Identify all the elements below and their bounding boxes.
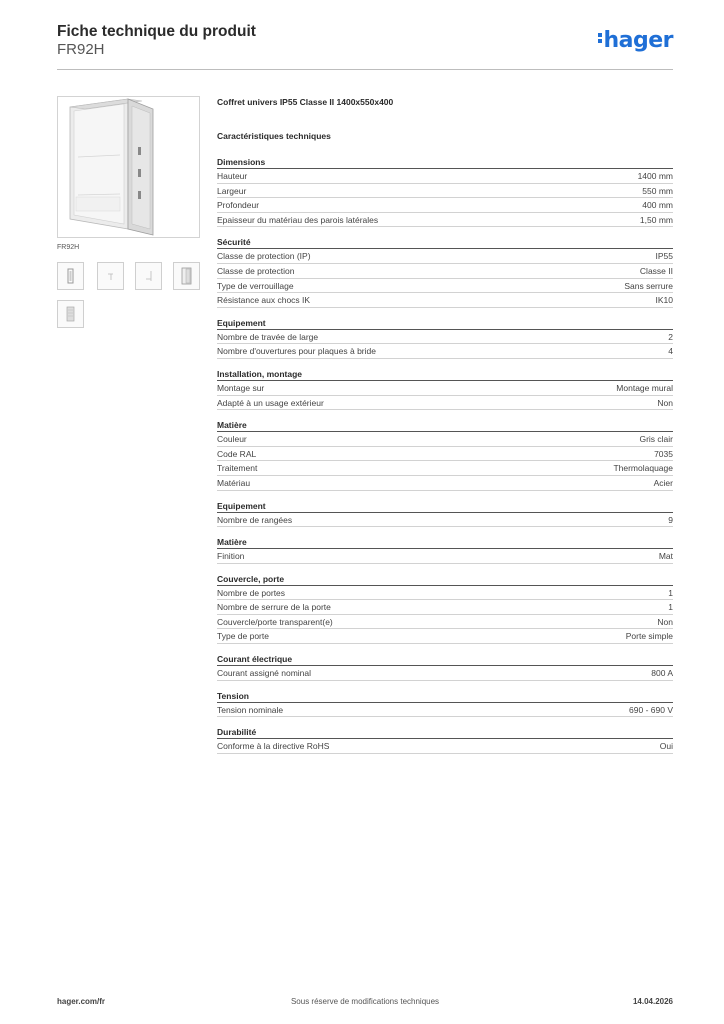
- spec-value: 1400 mm: [637, 171, 673, 181]
- spec-label: Code RAL: [217, 448, 257, 459]
- thumbnail-2[interactable]: [97, 262, 124, 290]
- spec-row: [217, 549, 673, 564]
- page-header: [57, 20, 673, 70]
- logo-text: hager: [603, 28, 673, 53]
- spec-section: [217, 316, 673, 359]
- spec-value: 4: [668, 346, 673, 357]
- spec-value: 9: [668, 514, 673, 525]
- spec-value: Classe II: [639, 265, 673, 276]
- section-title: Durabilité: [217, 725, 673, 739]
- spec-label: Nombre de rangées: [217, 514, 293, 525]
- logo-dots-icon: [598, 31, 602, 45]
- spec-value: 690 - 690 V: [629, 704, 673, 715]
- product-image[interactable]: [57, 96, 200, 238]
- spec-row: [217, 264, 673, 279]
- spec-section: [217, 499, 673, 528]
- spec-row: [217, 249, 673, 264]
- section-title: Couvercle, porte: [217, 572, 673, 586]
- spec-section: [217, 572, 673, 644]
- spec-label: Type de verrouillage: [217, 280, 294, 291]
- spec-row: [217, 396, 673, 411]
- spec-row: [217, 586, 673, 601]
- section-title: Dimensions: [217, 155, 673, 169]
- spec-label: Hauteur: [217, 171, 248, 181]
- spec-section: [217, 689, 673, 718]
- spec-label: Profondeur: [217, 200, 260, 211]
- spec-section: [217, 367, 673, 410]
- section-title: Sécurité: [217, 235, 673, 249]
- spec-row: [217, 615, 673, 630]
- spec-label: Conforme à la directive RoHS: [217, 741, 330, 752]
- spec-section: [217, 155, 673, 227]
- spec-value: Non: [657, 397, 673, 408]
- spec-row: [217, 629, 673, 644]
- spec-label: Nombre de portes: [217, 587, 286, 598]
- spec-label: Couvercle/porte transparent(e): [217, 616, 333, 627]
- product-name: Coffret univers IP55 Classe II 1400x550x400: [217, 97, 394, 107]
- spec-value: IK10: [655, 295, 673, 306]
- spec-label: Matériau: [217, 477, 251, 488]
- spec-label: Tension nominale: [217, 704, 284, 715]
- thumbnail-side-icon: [136, 263, 161, 289]
- section-title: Equipement: [217, 316, 673, 330]
- thumbnail-front-icon: [58, 263, 83, 289]
- image-caption: FR92H: [57, 244, 80, 251]
- spec-value: IP55: [655, 251, 673, 262]
- spec-label: Classe de protection (IP): [217, 251, 311, 262]
- section-title: Matière: [217, 418, 673, 432]
- spec-value: Acier: [653, 477, 673, 488]
- spec-value: Non: [657, 616, 673, 627]
- product-reference: FR92H: [57, 41, 105, 58]
- section-title: Equipement: [217, 499, 673, 513]
- spec-value: Oui: [659, 741, 673, 752]
- footer-date: 14.04.2026: [632, 997, 673, 1006]
- spec-content: [217, 96, 673, 762]
- spec-row: [217, 461, 673, 476]
- spec-label: Courant assigné nominal: [217, 668, 312, 679]
- page-title: Fiche technique du produit: [57, 23, 256, 40]
- thumbnail-cabinet-icon: [174, 263, 199, 289]
- thumbnail-drawing-icon: [98, 263, 123, 289]
- spec-row: [217, 703, 673, 718]
- spec-label: Finition: [217, 551, 245, 562]
- spec-row: [217, 330, 673, 345]
- section-title: Installation, montage: [217, 367, 673, 381]
- spec-label: Nombre d'ouvertures pour plaques à bride: [217, 346, 376, 357]
- hager-logo: [598, 28, 673, 53]
- cabinet-image-icon: [58, 97, 199, 237]
- spec-row: [217, 213, 673, 228]
- spec-value: Porte simple: [625, 631, 673, 642]
- spec-value: 800 A: [651, 668, 673, 679]
- spec-value: Mat: [658, 551, 673, 562]
- spec-value: Sans serrure: [624, 280, 673, 291]
- spec-sections: [217, 155, 673, 754]
- spec-label: Type de porte: [217, 631, 269, 642]
- spec-row: [217, 184, 673, 199]
- spec-row: [217, 198, 673, 213]
- spec-row: [217, 279, 673, 294]
- spec-value: 7035: [654, 448, 673, 459]
- spec-value: 2: [668, 331, 673, 342]
- footer-website[interactable]: hager.com/fr: [57, 997, 106, 1006]
- spec-row: [217, 666, 673, 681]
- spec-section: [217, 652, 673, 681]
- section-title: Matière: [217, 535, 673, 549]
- spec-section: [217, 418, 673, 490]
- spec-label: Nombre de serrure de la porte: [217, 602, 331, 613]
- spec-row: [217, 344, 673, 359]
- spec-label: Couleur: [217, 434, 247, 445]
- spec-value: 1: [668, 602, 673, 613]
- spec-label: Traitement: [217, 463, 258, 474]
- spec-label: Largeur: [217, 185, 247, 196]
- spec-row: [217, 169, 673, 184]
- spec-row: [217, 293, 673, 308]
- spec-value: 400 mm: [642, 200, 673, 211]
- spec-value: Thermolaquage: [613, 463, 673, 474]
- spec-label: Adapté à un usage extérieur: [217, 397, 324, 408]
- spec-value: Gris clair: [639, 434, 673, 445]
- spec-row: [217, 381, 673, 396]
- spec-row: [217, 476, 673, 491]
- section-title: Courant électrique: [217, 652, 673, 666]
- spec-value: 550 mm: [642, 185, 673, 196]
- spec-label: Epaisseur du matériau des parois latérales: [217, 214, 379, 225]
- spec-heading: Caractéristiques techniques: [217, 131, 331, 141]
- spec-section: [217, 235, 673, 307]
- spec-row: [217, 447, 673, 462]
- spec-section: [217, 535, 673, 564]
- footer-disclaimer: Sous réserve de modifications techniques: [290, 997, 440, 1006]
- thumbnail-3[interactable]: [135, 262, 162, 290]
- spec-section: [217, 725, 673, 754]
- spec-row: [217, 739, 673, 754]
- thumbnail-4[interactable]: [173, 262, 200, 290]
- thumbnail-plate-icon: [58, 301, 83, 327]
- spec-label: Classe de protection: [217, 265, 295, 276]
- spec-value: Montage mural: [616, 382, 673, 393]
- spec-row: [217, 432, 673, 447]
- section-title: Tension: [217, 689, 673, 703]
- spec-label: Nombre de travée de large: [217, 331, 319, 342]
- spec-row: [217, 513, 673, 528]
- thumbnail-5[interactable]: [57, 300, 84, 328]
- spec-label: Résistance aux chocs IK: [217, 295, 311, 306]
- spec-value: 1,50 mm: [639, 214, 673, 225]
- thumbnail-1[interactable]: [57, 262, 84, 290]
- spec-label: Montage sur: [217, 382, 265, 393]
- spec-row: [217, 600, 673, 615]
- spec-value: 1: [668, 587, 673, 598]
